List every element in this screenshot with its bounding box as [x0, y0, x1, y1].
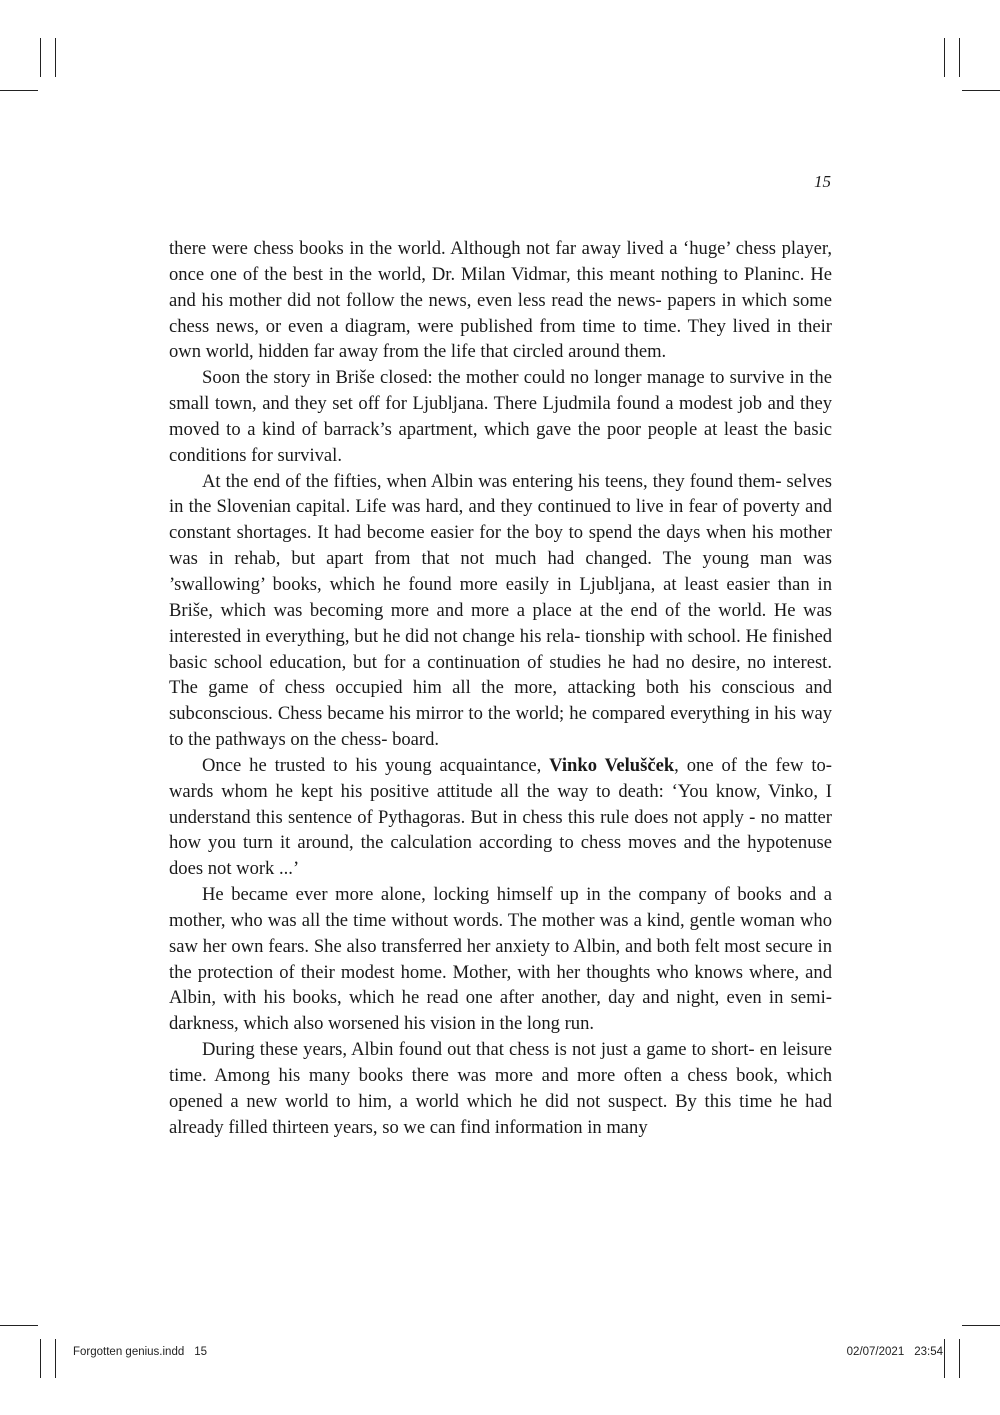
slug-file-info — [73, 1346, 207, 1358]
crop-mark — [0, 1325, 38, 1326]
crop-mark — [944, 1339, 945, 1378]
body-text — [169, 236, 832, 1141]
slug-time: 23:54 — [914, 1346, 943, 1358]
crop-mark — [40, 38, 41, 77]
crop-mark — [962, 1325, 1000, 1326]
paragraph: He became ever more alone, locking himself up in the company of books and a mother, who was all the time without words. The mother was a kind, gentle woman who saw her own fears. She also transferred her anxiety to Albin, and both felt most secure in the protection of their modest home. Mother, with her thoughts who knows where, and Albin, with his books, which he read one after another, day and night, even in semi-darkness, which also worsened his vision in the long run. — [169, 884, 832, 1035]
paragraph — [169, 753, 832, 882]
crop-mark — [959, 1339, 960, 1378]
person-name: Vinko Veluščеk — [549, 754, 675, 776]
slug-filename: Forgotten genius.indd — [73, 1346, 185, 1358]
page-number: 15 — [814, 172, 831, 191]
crop-mark — [55, 38, 56, 77]
paragraph: there were chess books in the world. Although not far away lived a ‘huge’ chess player, once one of the best in the world, Dr. Milan Vidmar, this meant nothing to Planinc. He and his mother did not follow the news, even less read the news- papers in which some chess news, or even a diagram, were published from time to time. They lived in their own world, hidden far away from the life that circled around them. — [169, 238, 832, 363]
crop-mark — [55, 1339, 56, 1378]
paragraph: Soon the story in Briše closed: the mother could no longer manage to survive in the small town, and they set off for Ljubljana. There Ljudmila found a modest job and they moved to a kind of barrack’s apartment, which gave the poor people at least the basic conditions for survival. — [169, 367, 832, 466]
paragraph-text: , one of the few to- wards whom he kept his positive attitude all the way to death: ‘You know, Vinko, I understand this sentence of Pythagoras. But in chess this rule does not apply - no matter how you turn it around, the calculation according to chess moves and the hypotenuse does not work ...’ — [169, 754, 832, 880]
crop-mark — [40, 1339, 41, 1378]
paragraph: During these years, Albin found out that chess is not just a game to short- en leisure time. Among his many books there was more and more often a chess book, which opened a new world to him, a world which he did not suspect. By this time he had already filled thirteen years, so we can find information in many — [169, 1039, 832, 1138]
paragraph: At the end of the fifties, when Albin was entering his teens, they found them- selves in the Slovenian capital. Life was hard, and they continued to live in fear of poverty and constant shortages. It had become easier for the boy to spend the days when his mother was in rehab, but apart from that not much had changed. The young man was ’swallowing’ books, which he found more easily in Ljubljana, at least easier than in Briše, which was becoming more and more a place at the end of the world. He was interested in everything, but he did not change his rela- tionship with school. He finished basic school education, but for a continuation of studies he had no desire, no interest. The game of chess occupied him all the more, attacking both his conscious and subconscious. Chess became his mirror to the world; he compared everything in his way to the pathways on the chess- board. — [169, 470, 832, 751]
paragraph-text: Once he trusted to his young acquaintance, — [202, 754, 550, 776]
crop-mark — [0, 90, 38, 91]
crop-mark — [944, 38, 945, 77]
slug-date: 02/07/2021 — [846, 1346, 905, 1358]
slug-date-info — [847, 1346, 943, 1358]
crop-mark — [959, 38, 960, 77]
slug-page: 15 — [194, 1346, 208, 1358]
crop-mark — [962, 90, 1000, 91]
